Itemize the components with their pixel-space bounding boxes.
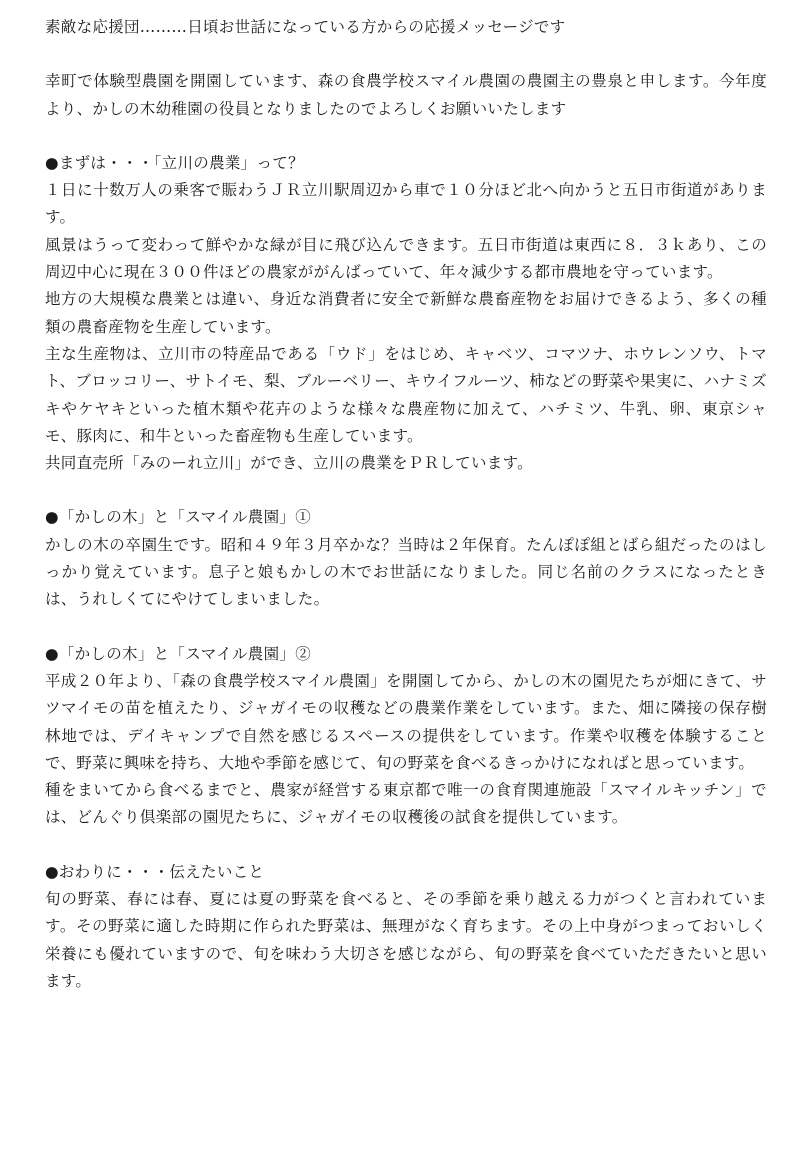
paragraph-gap	[45, 614, 767, 641]
body-paragraph: かしの木の卒園生です。昭和４９年３月卒かな？当時は２年保育。たんぽぽ組とばら組だったのはしっかり覚えています。息子と娘もかしの木でお世話になりました。同じ名前のクラスになったときは、うれしくてにやけてしまいました。	[45, 535, 767, 609]
paragraph-gap	[45, 123, 767, 150]
section-heading-closing: ●おわりに・・・伝えたいこと	[45, 862, 265, 881]
section-heading-kashinoki-smile-1: ●「かしの木」と「スマイル農園」①	[45, 508, 312, 527]
paragraph-gap	[45, 832, 767, 859]
section-heading-tachikawa-agriculture: ●まずは・・・「立川の農業」って？	[45, 153, 304, 172]
section-heading-kashinoki-smile-2: ●「かしの木」と「スマイル農園」②	[45, 644, 312, 663]
body-paragraph: 共同直売所「みのーれ立川」ができ、立川の農業をＰＲしています。	[45, 454, 533, 473]
body-paragraph: 旬の野菜、春には春、夏には夏の野菜を食べると、その季節を乗り越える力がつくと言われています。その野菜に適した時期に作られた野菜は、無理がなく育ちます。その上中身がつまっておいしく栄養にも優れていますので、旬を味わう大切さを感じながら、旬の野菜を食べていただきたいと思います。	[45, 890, 767, 990]
paragraph-gap	[45, 41, 767, 68]
body-paragraph: 平成２０年より、「森の食農学校スマイル農園」を開園してから、かしの木の園児たちが畑にきて、サツマイモの苗を植えたり、ジャガイモの収穫などの農業作業をしています。また、畑に隣接の保存樹林地では、デイキャンプで自然を感じるスペースの提供をしています。作業や収穫を体験することで、野菜に興味を持ち、大地や季節を感じて、旬の野菜を食べるきっかけになればと思っています。	[45, 671, 767, 772]
body-paragraph: 風景はうって変わって鮮やかな緑が目に飛び込んできます。五日市街道は東西に８．３ｋあり、この周辺中心に現在３００件ほどの農家ががんばっていて、年々減少する都市農地を守っています。	[45, 235, 767, 282]
body-paragraph: １日に十数万人の乗客で賑わうＪＲ立川駅周辺から車で１０分ほど北へ向かうと五日市街道があります。	[45, 181, 767, 227]
intro-line-2: 幸町で体験型農園を開園しています、森の食農学校スマイル農園の農園主の豊泉と申します。今年度より、かしの木幼稚園の役員となりましたのでよろしくお願いいたします	[45, 72, 767, 118]
paragraph-gap	[45, 477, 767, 504]
document-page	[45, 14, 767, 995]
body-paragraph: 種をまいてから食べるまでと、農家が経営する東京都で唯一の食育関連施設「スマイルキッチン」では、どんぐり倶楽部の園児たちに、ジャガイモの収穫後の試食を提供しています。	[45, 781, 767, 827]
body-paragraph: 主な生産物は、立川市の特産品である「ウド」をはじめ、キャベツ、コマツナ、ホウレンソウ、トマト、ブロッコリー、サトイモ、梨、ブルーベリー、キウイフルーツ、柿などの野菜や果実に、ハナミズキやケヤキといった植木類や花卉のような様々な農産物に加えて、ハチミツ、牛乳、卵、東京シャモ、豚肉に、和牛といった畜産物も生産しています。	[45, 344, 767, 445]
intro-line-1: 素敵な応援団………日頃お世話になっている方からの応援メッセージです	[45, 18, 566, 36]
body-paragraph: 地方の大規模な農業とは違い、身近な消費者に安全で新鮮な農畜産物をお届けできるよう、多くの種類の農畜産物を生産しています。	[45, 290, 767, 336]
